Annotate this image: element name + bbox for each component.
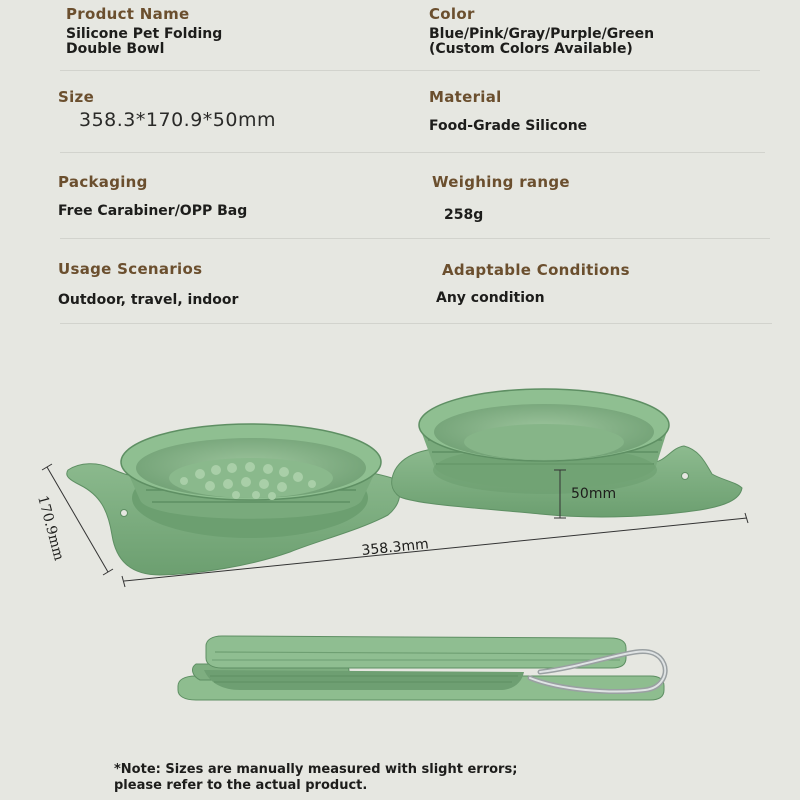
product-name-value-line2: Double Bowl: [66, 41, 165, 57]
conditions-value: Any condition: [436, 290, 545, 306]
product-name-value-line1: Silicone Pet Folding: [66, 26, 223, 42]
right-mat-hanging-hole: [682, 473, 689, 480]
conditions-label: Adaptable Conditions: [442, 261, 630, 279]
color-value-line1: Blue/Pink/Gray/Purple/Green: [429, 26, 655, 42]
color-label: Color: [429, 5, 475, 23]
material-label: Material: [429, 88, 502, 106]
product-name-label: Product Name: [66, 5, 190, 23]
weight-value: 258g: [444, 207, 484, 223]
packaging-value: Free Carabiner/OPP Bag: [58, 203, 248, 219]
note-text: *Note: Sizes are manually measured with slight errors; please refer to the actual product.: [114, 762, 518, 793]
left-bowl: [121, 424, 381, 538]
packaging-label: Packaging: [58, 173, 148, 191]
left-mat-hanging-hole: [121, 510, 128, 517]
weight-label: Weighing range: [432, 173, 570, 191]
usage-value: Outdoor, travel, indoor: [58, 292, 239, 308]
height-dimension-label: 50mm: [571, 486, 617, 502]
right-bowl: [419, 389, 669, 494]
width-dimension-label: 170.9mm: [34, 493, 67, 563]
size-label: Size: [58, 88, 95, 106]
size-value: 358.3*170.9*50mm: [79, 109, 276, 131]
material-value: Food-Grade Silicone: [429, 118, 588, 134]
length-dimension-label: 358.3mm: [360, 536, 430, 559]
usage-label: Usage Scenarios: [58, 260, 203, 278]
color-value-line2: (Custom Colors Available): [429, 41, 633, 57]
